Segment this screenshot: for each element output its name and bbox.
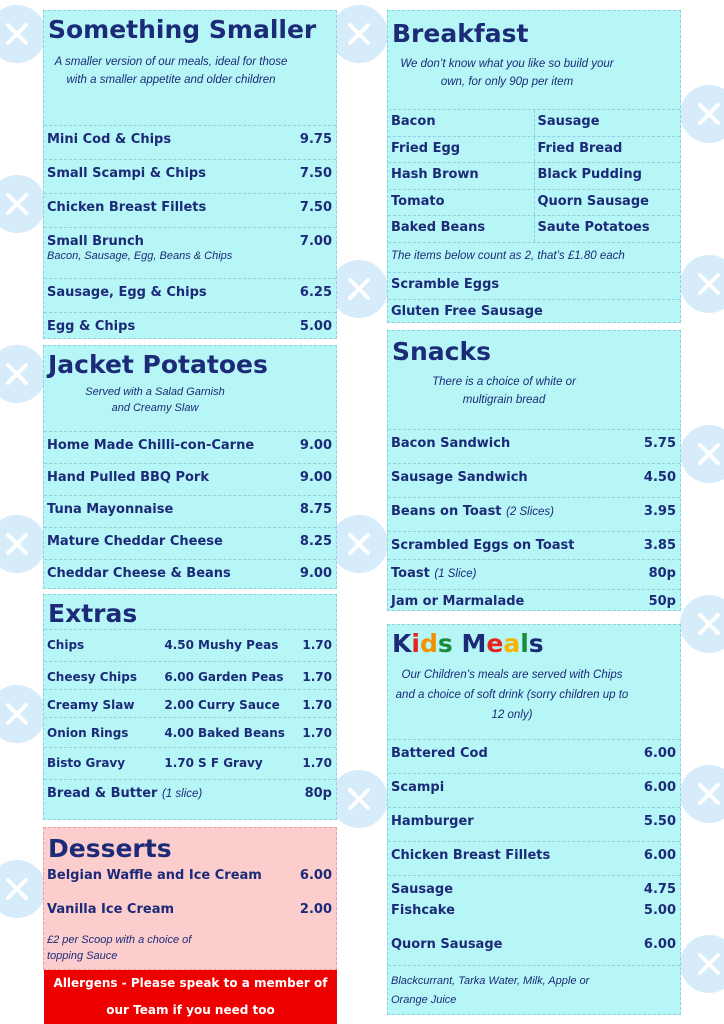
item-price: 7.50 (299, 200, 332, 215)
extra-price: 1.70 (302, 756, 332, 770)
allergen-line: Allergens - Please speak to a member of (53, 976, 328, 990)
item-name: Sausage (391, 882, 454, 897)
breakfast-panel (387, 10, 681, 323)
cutlery-pattern-icon (330, 260, 388, 318)
title-letter: d (419, 629, 438, 658)
breakfast-row (388, 215, 680, 242)
title-letter: l (520, 629, 529, 658)
item-name: Fishcake (391, 903, 455, 918)
item-name: Mini Cod & Chips (47, 132, 172, 147)
item-price: 2.00 (299, 902, 332, 917)
breakfast-item[interactable]: Fried Egg (391, 140, 461, 156)
section-note: Served with a Salad Garnish and Creamy Slaw (85, 386, 225, 414)
section-note: £2 per Scoop with a choice of topping Sauce (47, 934, 192, 962)
item-name: Jam or Marmalade (391, 594, 525, 609)
breakfast-item[interactable]: Quorn Sausage (534, 190, 681, 216)
item-price: 4.75 (643, 882, 676, 897)
menu-item[interactable] (388, 901, 680, 935)
extra-name[interactable]: S F Gravy (198, 756, 263, 770)
item-name-text: Beans on Toast (391, 504, 502, 519)
item-name: Hamburger (391, 814, 474, 829)
item-name: Tuna Mayonnaise (47, 502, 174, 517)
item-price: 7.50 (299, 166, 332, 181)
menu-item[interactable] (388, 739, 680, 773)
menu-item[interactable] (44, 125, 336, 159)
breakfast-item[interactable]: Bacon (391, 114, 436, 129)
item-name (47, 228, 232, 262)
cutlery-pattern-icon (680, 765, 724, 823)
extra-price: 1.70 (302, 726, 332, 740)
menu-item[interactable] (44, 463, 336, 495)
item-name-text: Small Brunch (47, 234, 144, 249)
item-name: Belgian Waffle and Ice Cream (47, 868, 262, 883)
menu-item[interactable] (44, 193, 336, 227)
breakfast-row (388, 109, 680, 136)
breakfast-row (388, 189, 680, 216)
section-title: Desserts (48, 834, 172, 863)
item-name: Vanilla Ice Cream (47, 902, 175, 917)
allergen-line: our Team if you need too (106, 1003, 275, 1017)
menu-item[interactable] (388, 299, 680, 326)
extra-price: 6.00 (164, 670, 194, 684)
item-name: Mature Cheddar Cheese (47, 534, 223, 549)
cutlery-pattern-icon (680, 85, 724, 143)
item-price: 6.00 (643, 780, 676, 795)
title-letter: s (437, 629, 453, 658)
item-name: Gluten Free Sausage (391, 303, 543, 319)
menu-item[interactable] (44, 278, 336, 312)
item-name: Small Scampi & Chips (47, 166, 206, 181)
item-price: 6.00 (643, 746, 676, 761)
section-title: Breakfast (392, 19, 529, 48)
cutlery-pattern-icon (680, 425, 724, 483)
title-letter: i (411, 629, 420, 658)
item-name: Chicken Breast Fillets (47, 200, 207, 215)
menu-item[interactable] (388, 935, 680, 965)
section-note: Blackcurrant, Tarka Water, Milk, Apple or Orange Juice (388, 965, 680, 1010)
jacket-potatoes-panel (43, 345, 337, 589)
item-price: 6.00 (643, 937, 676, 952)
extras-panel (43, 594, 337, 820)
item-name: Scramble Eggs (391, 276, 500, 292)
item-name: Hand Pulled BBQ Pork (47, 470, 209, 485)
section-title: Something Smaller (48, 15, 317, 44)
item-qualifier: (2 Slices) (506, 506, 554, 518)
menu-item[interactable] (388, 559, 680, 589)
item-name (391, 498, 554, 519)
item-price: 4.50 (643, 470, 676, 485)
menu-item[interactable] (388, 463, 680, 497)
item-name: Sausage, Egg & Chips (47, 285, 207, 300)
menu-item[interactable] (44, 866, 336, 900)
breakfast-item[interactable]: Hash Brown (391, 167, 479, 182)
item-detail: Bacon, Sausage, Egg, Beans & Chips (47, 250, 233, 262)
section-title: Jacket Potatoes (48, 350, 268, 379)
cutlery-pattern-icon (330, 5, 388, 63)
item-price: 80p (304, 786, 332, 801)
cutlery-pattern-icon (680, 595, 724, 653)
section-title: Snacks (392, 337, 491, 366)
section-note: A smaller version of our meals, ideal for those with a smaller appetite and older children (54, 56, 288, 86)
item-name: Scampi (391, 780, 445, 795)
breakfast-item[interactable]: Sausage (534, 110, 681, 136)
kids-meals-panel (387, 624, 681, 1015)
item-name (47, 780, 202, 801)
item-price: 5.00 (643, 903, 676, 918)
title-letter: s (528, 629, 544, 658)
extras-row (44, 629, 336, 661)
desserts-panel (43, 827, 337, 970)
breakfast-item[interactable]: Saute Potatoes (534, 216, 681, 242)
extra-price: 1.70 (302, 698, 332, 712)
item-price: 7.00 (299, 234, 332, 249)
item-price: 5.50 (643, 814, 676, 829)
section-title (388, 625, 680, 659)
extra-price: 1.70 (164, 756, 194, 770)
title-letter: M (461, 629, 487, 658)
extra-name[interactable]: Cheesy Chips (47, 670, 137, 684)
cutlery-pattern-icon (330, 770, 388, 828)
item-price: 8.75 (299, 502, 332, 517)
title-letter: K (392, 629, 412, 658)
item-name: Egg & Chips (47, 319, 136, 334)
extra-price: 4.50 (164, 638, 194, 652)
menu-item[interactable] (44, 527, 336, 559)
cutlery-pattern-icon (680, 935, 724, 993)
extra-name[interactable]: Bisto Gravy (47, 756, 126, 770)
extra-price: 1.70 (302, 670, 332, 684)
extra-name[interactable]: Baked Beans (198, 726, 285, 740)
breakfast-row (388, 136, 680, 163)
item-name: Chicken Breast Fillets (391, 848, 551, 863)
extra-price: 2.00 (164, 698, 194, 712)
breakfast-item[interactable]: Baked Beans (391, 220, 486, 235)
section-note: There is a choice of white or multigrain bread (432, 376, 576, 406)
extra-price: 1.70 (302, 638, 332, 652)
cutlery-pattern-icon (330, 515, 388, 573)
menu-item[interactable] (388, 773, 680, 807)
menu-item[interactable] (388, 429, 680, 463)
cutlery-pattern-icon (0, 860, 46, 918)
menu-item[interactable] (388, 807, 680, 841)
menu-item[interactable] (44, 431, 336, 463)
extra-name[interactable]: Garden Peas (198, 670, 284, 684)
cutlery-pattern-icon (0, 175, 46, 233)
item-qualifier: (1 Slice) (434, 568, 477, 580)
item-price: 5.75 (643, 436, 676, 451)
cutlery-pattern-icon (0, 5, 46, 63)
something-smaller-panel (43, 10, 337, 339)
menu-item[interactable] (388, 841, 680, 875)
item-price: 6.25 (299, 285, 332, 300)
item-price: 6.00 (299, 868, 332, 883)
allergen-notice (44, 970, 337, 1024)
item-qualifier: (1 slice) (161, 788, 203, 800)
breakfast-item[interactable]: Fried Bread (534, 137, 681, 163)
snacks-panel (387, 330, 681, 611)
title-letter: a (503, 629, 521, 658)
extras-row (44, 689, 336, 717)
item-price: 80p (648, 566, 676, 581)
item-name: Bacon Sandwich (391, 436, 511, 451)
breakfast-item[interactable]: Black Pudding (534, 163, 681, 189)
item-name: Scrambled Eggs on Toast (391, 538, 575, 553)
extras-row (44, 747, 336, 779)
item-price: 8.25 (299, 534, 332, 549)
extra-name[interactable]: Chips (47, 638, 85, 652)
menu-item[interactable] (44, 159, 336, 193)
cutlery-pattern-icon (680, 255, 724, 313)
menu-item[interactable] (388, 875, 680, 901)
extra-name[interactable]: Mushy Peas (198, 638, 279, 652)
item-name: Sausage Sandwich (391, 470, 528, 485)
extra-price: 4.00 (164, 726, 194, 740)
item-name: Cheddar Cheese & Beans (47, 566, 231, 581)
item-name: Battered Cod (391, 746, 488, 761)
section-note: The items below count as 2, that’s £1.80 each (388, 242, 680, 272)
item-name: Quorn Sausage (391, 937, 503, 952)
cutlery-pattern-icon (0, 345, 46, 403)
item-name-text: Bread & Butter (47, 786, 158, 801)
menu-item[interactable] (44, 312, 336, 342)
item-price: 50p (648, 594, 676, 609)
menu-item[interactable] (44, 559, 336, 589)
menu-item[interactable] (388, 589, 680, 615)
breakfast-item[interactable]: Tomato (391, 193, 445, 209)
extra-name[interactable]: Creamy Slaw (47, 698, 135, 712)
menu-item[interactable] (388, 272, 680, 299)
extra-name[interactable]: Curry Sauce (198, 698, 280, 712)
menu-item[interactable] (388, 497, 680, 531)
cutlery-pattern-icon (0, 685, 46, 743)
extras-row (44, 661, 336, 689)
menu-item[interactable] (44, 495, 336, 527)
item-name: Home Made Chilli-con-Carne (47, 438, 255, 453)
item-price: 9.00 (299, 566, 332, 581)
menu-item[interactable] (388, 531, 680, 559)
section-note: Our Children’s meals are served with Chips and a choice of soft drink (sorry children up to 12 only) (395, 669, 629, 721)
section-title: Extras (48, 599, 138, 628)
extras-row (44, 717, 336, 747)
title-letter: e (486, 629, 504, 658)
item-name (391, 560, 477, 581)
item-price: 3.95 (643, 504, 676, 519)
item-price: 9.75 (299, 132, 332, 147)
menu-item[interactable] (44, 227, 336, 278)
item-price: 9.00 (299, 470, 332, 485)
item-name-text: Toast (391, 566, 430, 581)
cutlery-pattern-icon (0, 515, 46, 573)
item-price: 6.00 (643, 848, 676, 863)
menu-item[interactable] (44, 900, 336, 926)
extra-name[interactable]: Onion Rings (47, 726, 129, 740)
menu-item[interactable] (44, 779, 336, 809)
breakfast-row (388, 162, 680, 189)
item-price: 3.85 (643, 538, 676, 553)
section-note: We don’t know what you like so build your own, for only 90p per item (400, 58, 614, 88)
item-price: 9.00 (299, 438, 332, 453)
item-price: 5.00 (299, 319, 332, 334)
